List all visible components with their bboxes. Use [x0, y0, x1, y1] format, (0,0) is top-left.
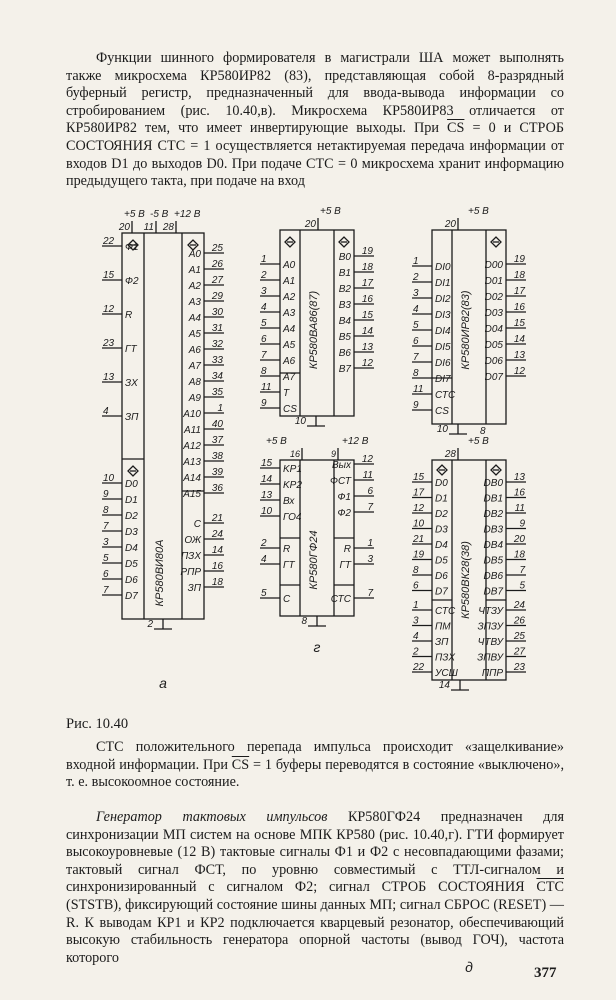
chip-g-name: КР580ГФ24 [308, 530, 320, 590]
chip-d-left2-pin-number: 2 [413, 646, 419, 658]
chip-b-left-pin-number: 11 [261, 382, 272, 393]
chip-a-left-pin-label: ЗП [125, 412, 139, 423]
chip-a-right-pin-number: 33 [211, 355, 223, 366]
chip-a-left2-pin-number: 3 [103, 537, 109, 548]
chip-g-left2-pin-number: 4 [261, 554, 267, 565]
chip-g-right-pin-number: 12 [361, 454, 373, 465]
chip-b-left-pin-number: 4 [261, 302, 267, 313]
chip-a-left-pin-label: ГТ [125, 344, 137, 355]
chip-g-left2-pin-label: R [283, 544, 291, 555]
chip-a-gnd-pin: 2 [147, 619, 153, 630]
chip-b-power-pin: 20 [304, 219, 316, 230]
chip-d-right-pin-label: DB1 [483, 493, 503, 505]
chip-d-name: КР580ВК28(38) [460, 541, 472, 619]
chip-d-right-pin-number: 7 [519, 565, 525, 576]
paragraph-3-text-cont: (STSTB), фиксирующий состояние шины данных МП; сигнал СБРОС (RESET) — R. К выводам КР1 и КР2 подключается кварцевый резонатор, обеспечивающий высокую стабильность генератора опорной частоты (вывод ГОЧ), частота которого [66, 896, 564, 966]
chip-a-power-label: +12 В [174, 209, 201, 220]
chip-a-right-pin-number: 25 [211, 243, 223, 254]
cs-overline-2: $\overline{CS}$ [231, 756, 250, 773]
chip-g-left-pin-label: Вх [283, 496, 295, 507]
chip-a-right-pin-label: A10 [183, 409, 201, 420]
chip-a-left-pin-number: 23 [103, 338, 115, 349]
chip-a-right-pin-number: 26 [211, 259, 223, 270]
chip-c-left-pin-label: СТС [435, 390, 456, 401]
chip-g-left3-pin-number: 5 [261, 588, 267, 599]
chip-d-right2-pin-number: 26 [513, 615, 525, 627]
chip-g-power-pin: 9 [330, 449, 336, 459]
chip-d-left2-pin-number: 4 [413, 631, 419, 642]
chip-c-left-pin-number: 3 [413, 288, 419, 299]
chip-d-right-pin-label: DB2 [483, 509, 503, 520]
chip-a-right-pin-label: A13 [183, 457, 201, 468]
chip-g-right-pin-label: Ф1 [337, 492, 351, 503]
chip-d-right-pin-label: DB4 [483, 540, 503, 551]
chip-a-power-pin: 28 [162, 222, 174, 233]
chip-d-left-pin-label: D7 [435, 586, 448, 598]
chip-c-left-pin-label: DI1 [435, 278, 451, 289]
chip-a-right-pin-label: A0 [188, 249, 201, 260]
chip-a-right2-pin-number: 18 [211, 577, 223, 588]
chip-c-right-pin-label: D07 [484, 372, 503, 383]
chip-c-power-label: +5 В [468, 206, 489, 217]
chip-d-right-pin-number: 20 [513, 534, 525, 545]
chip-b-left-pin-number: 3 [261, 286, 267, 297]
chip-d-left-pin-label: D0 [435, 478, 448, 489]
chip-g-right3-pin-label: СТС [330, 594, 351, 605]
chip-d-right2-pin-number: 24 [513, 600, 525, 611]
chip-a-right-pin-label: A14 [183, 473, 201, 484]
chip-a-right-pin-label: A6 [188, 345, 201, 356]
chip-a-right-pin-number: 38 [211, 451, 223, 462]
chip-b-left-pin-label: T [283, 388, 290, 399]
chip-b-name: КР580ВА86(87) [308, 290, 320, 370]
chip-a-right-pin-label: A15 [183, 489, 201, 500]
chip-g-left2-pin-label: ГТ [283, 560, 295, 571]
chip-a-right2-pin-number: 21 [211, 513, 223, 524]
chip-g-left-pin-number: 10 [261, 506, 273, 517]
ctc-overline: СТС [536, 879, 564, 896]
chip-c-gnd-mark: 8 [480, 426, 486, 437]
chip-c-left-pin-label: DI4 [435, 326, 451, 337]
chip-a-right2-pin-label: ПЗХ [180, 551, 201, 562]
chip-b-right-pin-number: 19 [361, 246, 373, 257]
chip-d-left-pin-label: D3 [435, 524, 448, 536]
chip-b-left-pin-label: A5 [283, 340, 296, 351]
chip-c-left-pin-label: CS [435, 406, 449, 417]
chip-a-left2-pin-number: 5 [103, 553, 109, 564]
chip-g-power-label: +5 В [266, 436, 287, 447]
page-number: 377 [534, 965, 557, 981]
chip-a-left-pin-label: R [125, 310, 133, 321]
chip-d-left2-pin-number: 1 [413, 600, 419, 611]
chip-b-gnd-pin: 10 [294, 416, 306, 427]
chip-a-right-pin-label: A1 [188, 265, 201, 276]
chip-d-right-pin-label: DB0 [483, 478, 503, 489]
chip-a-left-pin-label: ЗХ [125, 378, 138, 389]
paragraph-2-text-cont: = 1 буферы переводятся в состояние «выключено», т. е. высокоомное состояние. [66, 756, 564, 791]
chip-a-left2-pin-number: 10 [103, 473, 115, 484]
chip-g-left-pin-label: KP2 [283, 480, 302, 491]
chip-d-left-pin-number: 21 [413, 534, 425, 545]
chip-a-right2-pin-number: 24 [211, 529, 223, 540]
paragraph-1-text: Функции шинного формирователя в магистрали ША может выполнять также микросхема КР580ИР82 (83), представляющая собой 8-разрядный буферный регистр, предназначенный для ввода-вывода информации со стробированием (рис. 10.40,в). Микросхема КР580ИР83 отличается от КР580ИР82 тем, что имеет инвертирующие выходы. При [66, 50, 564, 137]
chip-a-right-pin-label: A8 [188, 377, 201, 388]
chip-d-left-pin-number: 10 [413, 518, 425, 530]
chip-c-right-pin-label: D03 [484, 308, 503, 319]
chip-b-right-pin-number: 12 [361, 358, 373, 369]
chip-a-left2-pin-number: 8 [103, 505, 109, 516]
chip-c-name: КР580ИР82(83) [460, 290, 472, 370]
chip-b-right-pin-number: 14 [361, 326, 373, 337]
chip-a-right2-pin-label: РПР [180, 567, 201, 578]
chip-a-left2-pin-label: D3 [125, 527, 138, 538]
chip-a-right-pin-label: A5 [188, 329, 201, 340]
chip-b-left-pin-label: A6 [283, 356, 296, 367]
chip-a-power-label: -5 В [150, 209, 169, 220]
chip-c-left-pin-label: DI7 [435, 374, 451, 385]
chip-a-power-label: +5 В [124, 209, 145, 220]
figure-label-a: а [159, 675, 167, 691]
paragraph-1 [66, 50, 564, 191]
chip-d-right2-pin-label: ЗПЗУ [477, 621, 503, 633]
chip-c-right-pin-label: D06 [484, 356, 503, 367]
chip-g-right-pin-number: 7 [367, 502, 373, 513]
chip-d-left-pin-number: 6 [413, 580, 419, 592]
chip-d-power-pin: 28 [444, 449, 456, 460]
chip-d-left-pin-number: 12 [413, 503, 425, 514]
chip-b-left-pin-number: 8 [261, 366, 267, 377]
chip-c-right-pin-label: D00 [484, 260, 503, 271]
chip-d-left2-pin-label: СТС [435, 606, 456, 617]
chip-d-right2-pin-number: 25 [513, 631, 525, 642]
chip-a-name: КР580ВИ80А [154, 539, 166, 607]
chip-a-left2-pin-number: 9 [103, 489, 109, 500]
chip-a-right-pin-number: 1 [217, 403, 223, 414]
chip-b-right-pin-label: B2 [338, 284, 351, 295]
chip-c-gnd-pin: 10 [436, 424, 448, 435]
chip-g-right2-pin-label: R [343, 544, 351, 555]
chip-b-right-pin-label: B0 [338, 252, 351, 263]
chip-c-left-pin-number: 11 [413, 384, 424, 395]
chip-d-left-pin-label: D4 [435, 540, 448, 551]
chip-g-right2-pin-number: 3 [367, 554, 373, 565]
chip-a-right-pin-label: A12 [183, 441, 201, 452]
chip-c-right-pin-number: 15 [513, 318, 525, 329]
chip-d-right2-pin-label: ЧТЗУ [478, 606, 503, 617]
chip-b-left-pin-label: CS [283, 404, 297, 415]
chip-c-right-pin-label: D01 [484, 276, 503, 287]
figure-label-d: д [465, 959, 473, 975]
chip-c-power-pin: 20 [444, 219, 456, 230]
chip-g-right2-pin-label: ГТ [339, 560, 351, 571]
chip-g-power-label: +12 В [342, 436, 369, 447]
chip-b-right-pin-label: B1 [338, 268, 351, 279]
figure-label-g: г [313, 639, 321, 655]
chip-d-right-pin-label: DB3 [483, 524, 503, 536]
chip-a-power-pin: 20 [118, 222, 130, 233]
chip-b-left-pin-number: 1 [261, 254, 267, 265]
chip-d-left-pin-number: 19 [413, 549, 425, 561]
term-clock-generator: Генератор тактовых импульсов [96, 809, 328, 825]
paragraph-1-text-cont: = 0 и СТРОБ СОСТОЯНИЯ СТС = 1 осуществляется нетактируемая передача информации от входов D1 до выходов D0. При подаче СТС = 0 микросхема хранит информацию предыдущего такта, при подаче на вход [66, 120, 564, 190]
chip-a-left2-pin-number: 6 [103, 569, 109, 580]
chip-b-left-pin-label: A0 [283, 260, 296, 271]
chip-d-right-pin-label: DB5 [483, 555, 503, 567]
chip-a-power-pin: 11 [143, 222, 154, 233]
chip-g-right-pin-label: Вых [331, 460, 351, 471]
chip-g-left-pin-label: KP1 [283, 464, 302, 475]
chip-c-right-pin-number: 18 [513, 270, 525, 281]
chip-d-left2-pin-label: ЗП [435, 637, 449, 648]
chip-a-right-pin-number: 29 [211, 291, 223, 302]
chip-d-right2-pin-label: ЧТВУ [477, 637, 503, 648]
chip-d-right-pin-number: 18 [513, 549, 525, 561]
chip-a-left-pin-number: 22 [103, 236, 115, 247]
chip-d-left2-pin-label: УСШ [435, 668, 458, 679]
chip-a-right-pin-label: A7 [188, 361, 201, 372]
chip-d-left-pin-label: D2 [435, 509, 448, 520]
chip-a-left-pin-label: Ф2 [125, 276, 139, 287]
chip-g-right-pin-label: ФСТ [330, 476, 351, 487]
chip-a-right2-pin-label: ЗП [187, 583, 201, 594]
chip-b-left-pin-number: 7 [261, 350, 267, 361]
chip-c-left-pin-label: DI6 [435, 358, 451, 369]
chip-a-left2-pin-label: D0 [125, 479, 138, 490]
chip-c-right-pin-label: D05 [484, 340, 503, 351]
chip-g-power-pin: 16 [289, 449, 300, 459]
chip-b-left-pin-number: 2 [261, 270, 267, 281]
chip-c-left-pin-number: 9 [413, 400, 419, 411]
chip-g-right-pin-label: Ф2 [337, 508, 351, 519]
chip-c-right-pin-number: 12 [513, 366, 525, 377]
chip-d-right-pin-label: DB7 [483, 586, 503, 598]
chip-a-left2-pin-number: 7 [103, 585, 109, 596]
chip-d-right-pin-number: 5 [519, 580, 525, 592]
chip-g-left2-pin-number: 2 [261, 538, 267, 549]
chip-a-right-pin-number: 36 [211, 483, 223, 494]
chip-c-right-pin-number: 17 [513, 286, 525, 297]
chip-c-left-pin-number: 8 [413, 368, 419, 379]
chip-d-right-pin-number: 9 [519, 518, 525, 530]
chip-c-left-pin-number: 1 [413, 256, 419, 267]
chip-a-left2-pin-label: D1 [125, 495, 138, 506]
paragraph-3-text: КР580ГФ24 предназначен для синхронизации МП систем на основе МПК КР580 (рис. 10.40,г). ГТИ формирует высокоуровневые (12 В) тактовые сигналы Ф1 и Ф2 с несовпадающими фазами; тактовый сигнал ФСТ, по уровню совместимый с ТТЛ-сигналом и синхронизированный с сигналом Ф2; сигнал СТРОБ СОСТОЯНИЯ [66, 809, 564, 896]
chip-c-left-pin-label: DI2 [435, 294, 451, 305]
chip-d-left-pin-number: 15 [413, 472, 425, 483]
chip-c-left-pin-number: 4 [413, 304, 419, 315]
chip-b-right-pin-number: 18 [361, 262, 373, 273]
chip-b-right-pin-label: B6 [338, 348, 351, 359]
figure-caption: Рис. 10.40 [66, 716, 129, 732]
chip-a-left2-pin-label: D6 [125, 575, 138, 586]
chip-a-left-pin-number: 15 [103, 270, 115, 281]
chip-b-right-pin-label: B7 [338, 364, 351, 375]
chip-d-left-pin-number: 17 [413, 487, 425, 499]
chip-b-left-pin-number: 5 [261, 318, 267, 329]
chip-b-right-pin-number: 13 [361, 342, 373, 353]
chip-d-right-pin-number: 13 [513, 472, 525, 483]
chip-d-power-label: +5 В [468, 436, 489, 447]
paragraph-2-text: СТС положительного перепада импульса происходит «защелкивание» входной информации. При [66, 739, 564, 773]
chip-c-right-pin-label: D04 [484, 324, 503, 335]
chip-d-left2-pin-label: ПЗХ [435, 652, 456, 664]
chip-a-right2-pin-label: ОЖ [184, 535, 201, 546]
chip-d-right-pin-label: DB6 [483, 571, 503, 582]
chip-d-gnd-pin: 14 [438, 680, 450, 691]
chip-a-right-pin-number: 31 [211, 323, 223, 334]
chip-b-right-pin-number: 15 [361, 310, 373, 321]
chip-c-left-pin-number: 5 [413, 320, 419, 331]
chip-b-left-pin-number: 6 [261, 334, 267, 345]
chip-b-left-pin-label: A2 [283, 292, 296, 303]
chip-c-right-pin-number: 14 [513, 334, 525, 345]
chip-a-left-pin-label: Ф1 [125, 242, 139, 253]
chip-c-right-pin-number: 13 [513, 350, 525, 361]
chip-g-gnd-pin: 8 [301, 616, 307, 627]
chip-c-right-pin-number: 19 [513, 254, 525, 265]
chip-c-left-pin-label: DI5 [435, 342, 451, 353]
chip-b-right-pin-number: 16 [361, 294, 373, 305]
chip-b-left-pin-label: A4 [283, 324, 296, 335]
chip-d-left2-pin-number: 3 [413, 615, 419, 627]
chip-a-right2-pin-number: 14 [211, 545, 223, 556]
chip-a-right-pin-number: 39 [211, 467, 223, 478]
chip-g-left3-pin-label: С [283, 594, 291, 605]
chip-d-right2-pin-label: ППР [481, 668, 503, 679]
chip-a-right-pin-label: A2 [188, 281, 201, 292]
chip-a-right-pin-number: 40 [211, 419, 223, 430]
chip-d-left-pin-label: D1 [435, 493, 448, 505]
chip-c-right-pin-number: 16 [513, 302, 525, 313]
chip-a-right-pin-number: 27 [211, 275, 223, 286]
chip-g-left-pin-number: 13 [261, 490, 273, 501]
chip-a-left2-pin-label: D2 [125, 511, 138, 522]
chip-c-left-pin-number: 2 [413, 272, 419, 283]
chip-a-left-pin-number: 4 [103, 406, 109, 417]
chip-a-right2-pin-number: 16 [211, 561, 223, 572]
chip-g-right3-pin-number: 7 [367, 588, 373, 599]
chip-c-left-pin-label: DI0 [435, 262, 451, 273]
chip-c-left-pin-label: DI3 [435, 310, 451, 321]
chip-d-right2-pin-label: ЗПВУ [477, 652, 503, 664]
chip-a-right-pin-label: A4 [188, 313, 201, 324]
chip-a-left2-pin-number: 7 [103, 521, 109, 532]
paragraph-2 [66, 739, 564, 792]
chip-b-right-pin-label: B4 [338, 316, 351, 327]
chip-c-right-pin-label: D02 [484, 292, 503, 303]
chip-b-left-pin-label: A1 [283, 276, 296, 287]
chip-d-left2-pin-number: 22 [413, 662, 425, 673]
chip-b-power-label: +5 В [320, 206, 341, 217]
chip-a-right-pin-number: 34 [211, 371, 223, 382]
chip-g-left-pin-label: ГО4 [283, 512, 302, 523]
chip-d-left-pin-number: 8 [413, 565, 419, 576]
chip-g-right2-pin-number: 1 [367, 538, 373, 549]
chip-a-left-pin-number: 12 [103, 304, 115, 315]
chip-a-left2-pin-label: D5 [125, 559, 138, 570]
chip-a-right-pin-number: 30 [211, 307, 223, 318]
chip-d-right2-pin-number: 27 [513, 646, 525, 658]
paragraph-3 [66, 809, 564, 967]
chip-a-left2-pin-label: D4 [125, 543, 138, 554]
chip-a-left2-pin-label: D7 [125, 591, 138, 602]
chip-a-right-pin-label: A3 [188, 297, 201, 308]
chip-b-left-pin-label: A3 [283, 308, 296, 319]
chip-c-left-pin-number: 6 [413, 336, 419, 347]
chip-d-right-pin-number: 16 [513, 487, 525, 499]
chip-d-left-pin-label: D6 [435, 571, 448, 582]
chip-a-right-pin-number: 35 [211, 387, 223, 398]
chip-g-right-pin-number: 11 [362, 470, 373, 481]
chip-a-right-pin-label: A11 [183, 425, 201, 436]
chip-g-left-pin-number: 14 [261, 474, 273, 485]
chip-a-right-pin-number: 37 [211, 435, 223, 446]
chip-d-left2-pin-label: ПМ [435, 621, 451, 633]
chip-b-right-pin-label: B3 [338, 300, 351, 311]
chip-a-left-pin-number: 13 [103, 372, 115, 383]
chip-a-right-pin-label: A9 [188, 393, 201, 404]
chip-c-left-pin-number: 7 [413, 352, 419, 363]
chip-d-left-pin-label: D5 [435, 555, 448, 567]
chip-d-right2-pin-number: 23 [513, 662, 525, 673]
chip-b-right-pin-number: 17 [361, 278, 373, 289]
chip-a-right-pin-number: 32 [211, 339, 223, 350]
chip-b-right-pin-label: B5 [338, 332, 351, 343]
chip-g-left-pin-number: 15 [261, 458, 273, 469]
chip-b-left-pin-number: 9 [261, 398, 267, 409]
chip-g-right-pin-number: 6 [367, 486, 373, 497]
cs-overline: $\overline{CS}$ [447, 120, 465, 137]
chip-d-right-pin-number: 11 [514, 503, 525, 514]
chip-b-left-pin-label: A7 [283, 372, 296, 383]
chip-a-right2-pin-label: C [193, 519, 201, 530]
